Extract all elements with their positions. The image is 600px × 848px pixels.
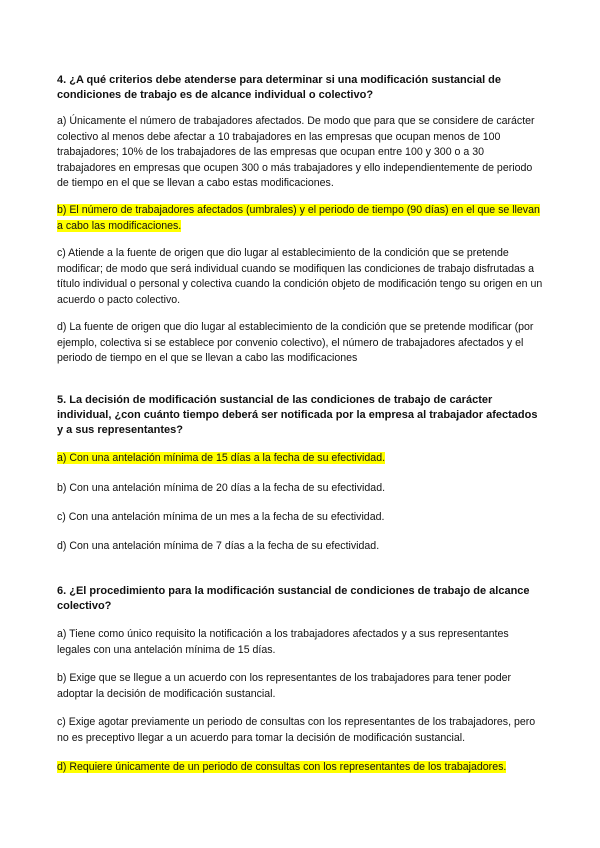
question-6-option-a	[57, 627, 545, 658]
question-4-option-d	[57, 320, 545, 367]
question-5-option-d	[57, 539, 545, 555]
question-4-option-b	[57, 203, 545, 234]
question-6-heading: 6. ¿El procedimiento para la modificación sustancial de condiciones de trabajo de alcance colectivo?	[57, 585, 530, 612]
option-text: d) La fuente de origen que dio lugar al establecimiento de la condición que se pretende modificar (por ejemplo, colectiva si se establece por convenio colectivo), el número de trabajadores afectados y el periodo de tiempo en el que se llevan a cabo las modificaciones	[57, 321, 534, 364]
option-text: a) Únicamente el número de trabajadores afectados. De modo que para que se considere de carácter colectivo al menos debe afectar a 10 trabajadores en las empresas que ocupan menos de 100 trabajadores; 10% de los trabajadores de las empresas que ocupan entre 100 y 300 o a 30 trabajadores en empresas que ocupen 300 o más trabajadores y ello independientemente de periodo de tiempo en el que se llevan a cabo estas modificaciones.	[57, 115, 535, 189]
question-4-heading: 4. ¿A qué criterios debe atenderse para determinar si una modificación sustancial de condiciones de trabajo es de alcance individual o colectivo?	[57, 74, 502, 101]
option-text: b) Con una antelación mínima de 20 días a la fecha de su efectividad.	[57, 482, 386, 494]
option-text: b) Exige que se llegue a un acuerdo con los representantes de los trabajadores para tener poder adoptar la decisión de modificación sustancial.	[57, 672, 512, 700]
question-6-option-c	[57, 715, 545, 746]
option-text: c) Exige agotar previamente un periodo de consultas con los representantes de los trabajadores, pero no es preceptivo llegar a un acuerdo para tomar la decisión de modificación sustancial.	[57, 716, 536, 744]
highlighted-correct-answer: d) Requiere únicamente de un periodo de consultas con los representantes de los trabajadores.	[57, 761, 507, 773]
option-text: c) Atiende a la fuente de origen que dio lugar al establecimiento de la condición que se pretende modificar; de modo que será individual cuando se modifiquen las condiciones de trabajo disfrutadas a título individual o personal y colectiva cuando la condición objeto de modificación tengo su origen en un acuerdo o pacto colectivo.	[57, 247, 543, 306]
question-6-option-b	[57, 671, 545, 702]
question-6-option-d	[57, 760, 545, 776]
question-4-option-c	[57, 246, 545, 308]
question-4-option-a	[57, 114, 545, 192]
highlighted-correct-answer: a) Con una antelación mínima de 15 días a la fecha de su efectividad.	[57, 452, 386, 464]
question-5-option-a	[57, 451, 545, 467]
question-5-option-b	[57, 481, 545, 497]
option-text: d) Con una antelación mínima de 7 días a la fecha de su efectividad.	[57, 540, 380, 552]
option-text: c) Con una antelación mínima de un mes a la fecha de su efectividad.	[57, 511, 385, 523]
highlighted-correct-answer: b) El número de trabajadores afectados (umbrales) y el periodo de tiempo (90 días) en el que se llevan a cabo las modificaciones.	[57, 204, 540, 232]
option-text: a) Tiene como único requisito la notificación a los trabajadores afectados y a sus representantes legales con una antelación mínima de 15 días.	[57, 628, 509, 656]
question-5-heading: 5. La decisión de modificación sustancial de las condiciones de trabajo de carácter individual, ¿con cuánto tiempo deberá ser notificada por la empresa al trabajador afectados y a sus representantes?	[57, 394, 538, 436]
question-5-option-c	[57, 510, 545, 526]
